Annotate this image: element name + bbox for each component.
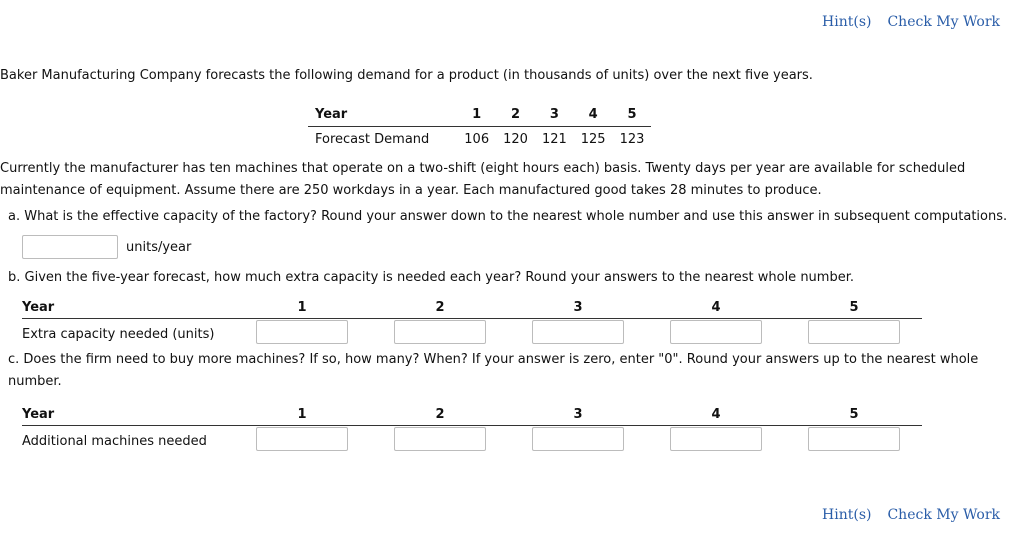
capacity-input[interactable] bbox=[22, 235, 118, 259]
bottom-links bbox=[822, 507, 1000, 523]
part-b-year-1: 1 bbox=[297, 300, 307, 315]
extra-capacity-input-4[interactable] bbox=[670, 320, 762, 344]
part-b-year-5: 5 bbox=[849, 300, 859, 315]
units-label: units/year bbox=[126, 240, 192, 255]
part-c-year-2: 2 bbox=[435, 407, 445, 422]
question-a: a. What is the effective capacity of the factory? Round your answer down to the nearest whole number and use this answer in subsequent computations. bbox=[8, 209, 1008, 224]
part-b-divider bbox=[22, 318, 922, 319]
forecast-year-5: 5 bbox=[613, 102, 652, 127]
forecast-year-label: Year bbox=[308, 102, 457, 127]
additional-machines-input-5[interactable] bbox=[808, 427, 900, 451]
forecast-header-row bbox=[308, 102, 651, 127]
part-c-year-1: 1 bbox=[297, 407, 307, 422]
forecast-year-1: 1 bbox=[457, 102, 496, 127]
part-c-year-label: Year bbox=[22, 407, 55, 422]
extra-capacity-input-2[interactable] bbox=[394, 320, 486, 344]
extra-capacity-input-1[interactable] bbox=[256, 320, 348, 344]
part-b-year-2: 2 bbox=[435, 300, 445, 315]
extra-capacity-input-3[interactable] bbox=[532, 320, 624, 344]
hint-link-bottom[interactable]: Hint(s) bbox=[822, 507, 872, 523]
extra-capacity-label: Extra capacity needed (units) bbox=[22, 327, 215, 342]
demand-value-2: 120 bbox=[503, 131, 528, 147]
additional-machines-input-2[interactable] bbox=[394, 427, 486, 451]
part-c-year-5: 5 bbox=[849, 407, 859, 422]
part-b-year-4: 4 bbox=[711, 300, 721, 315]
extra-capacity-input-5[interactable] bbox=[808, 320, 900, 344]
problem-paragraph: Currently the manufacturer has ten machines that operate on a two-shift (eight hours each) basis. Twenty days per year are available for scheduled maintenance of equipment. Assume there are 250 workdays in a year. Each manufactured good takes 28 minutes to produce. bbox=[0, 161, 966, 198]
part-b-year-label: Year bbox=[22, 300, 55, 315]
demand-value-4: 125 bbox=[580, 131, 606, 147]
question-c: c. Does the firm need to buy more machines? If so, how many? When? If your answer is zero, enter "0". Round your answers up to the nearest whole number. bbox=[8, 352, 979, 389]
forecast-demand-label: Forecast Demand bbox=[315, 131, 430, 147]
intro-text: Baker Manufacturing Company forecasts the following demand for a product (in thousands of units) over the next five years. bbox=[0, 68, 813, 83]
forecast-year-3: 3 bbox=[535, 102, 574, 127]
additional-machines-input-1[interactable] bbox=[256, 427, 348, 451]
part-b-year-3: 3 bbox=[573, 300, 583, 315]
demand-value-5: 123 bbox=[619, 131, 645, 147]
part-c-year-3: 3 bbox=[573, 407, 583, 422]
forecast-table bbox=[308, 102, 651, 151]
top-links bbox=[822, 14, 1000, 30]
forecast-year-2: 2 bbox=[496, 102, 535, 127]
part-c-year-4: 4 bbox=[711, 407, 721, 422]
additional-machines-input-3[interactable] bbox=[532, 427, 624, 451]
hint-link[interactable]: Hint(s) bbox=[822, 14, 872, 30]
question-b: b. Given the five-year forecast, how much extra capacity is needed each year? Round your answers to the nearest whole number. bbox=[8, 270, 854, 285]
forecast-demand-row bbox=[308, 127, 651, 152]
check-my-work-link-bottom[interactable]: Check My Work bbox=[887, 507, 1000, 523]
forecast-year-4: 4 bbox=[574, 102, 613, 127]
check-my-work-link[interactable]: Check My Work bbox=[887, 14, 1000, 30]
demand-value-3: 121 bbox=[541, 131, 567, 147]
additional-machines-input-4[interactable] bbox=[670, 427, 762, 451]
additional-machines-label: Additional machines needed bbox=[22, 434, 207, 449]
demand-value-1: 106 bbox=[464, 131, 490, 147]
part-c-divider bbox=[22, 425, 922, 426]
